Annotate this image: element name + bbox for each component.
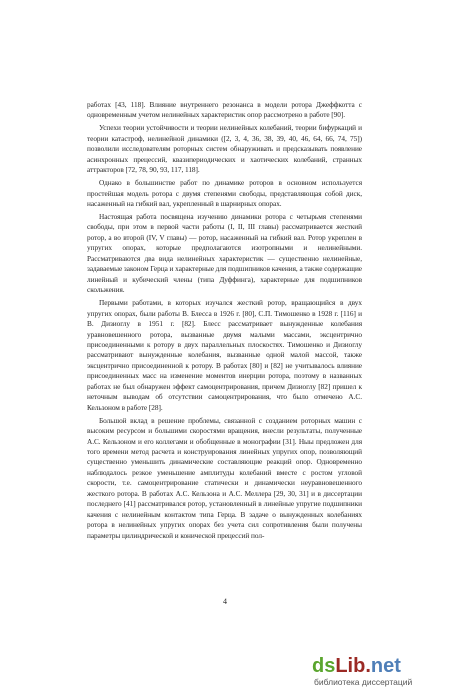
paragraph: Первыми работами, в которых изучался жесткий ротор, вращающийся в двух упругих опорах, были работы В. Блесса в 1926 г. [80], С.П. Тимошенко в 1928 г. [116] и В. Дизиоглу в 1951 г. [82]. Блесс рассматривает вынужденные колебания уравновешенного ротора, вызванные двумя малыми массами, эксцентрично присоединенными к ротору в двух параллельных плоскостях. Тимошенко и Дизиоглу рассматривают вынужденные колебания, вызванные одной малой массой, также эксцентрично присоединенной к ротору. В работах [80] и [82] не учитывалось влияние присоединенных масс на изменение моментов инерции ротора, поэтому в названных работах не был обнаружен эффект самоцентрирования, причем Дизиоглу [82] пришел к неточным выводам об отсутствии самоцентрирования, что было отмечено А.С. Кельзоном в работе [28]. [87,298,362,412]
paragraph: Успехи теории устойчивости и теории нелинейных колебаний, теории бифуркаций и теории катастроф, нелинейной динамики ([2, 3, 4, 36, 38, 39, 40, 46, 64, 66, 74, 75]) позволили исследователям роторных систем обнаруживать и предсказывать появление асинхронных прецессий, квазипериодических и хаотических колебаний, странных аттракторов [72, 78, 90, 93, 117, 118]. [87,123,362,175]
body-text [87,100,362,544]
wordmark-lib: Lib [335,655,366,677]
paragraph: Большой вклад в решение проблемы, связанной с созданием роторных машин с высоким ресурсом и большими скоростями вращения, внесли результаты, полученные А.С. Кельзоном и его коллегами и обобщенные в монографии [31]. Ныы предложен для того времени метод расчета и конструирования линейных упругих опор, позволяющий существенно уменьшить динамические составляющие реакций опор. Одновременно наблюдалось резкое уменьшение амплитуды колебаний вместе с ростом угловой скорости, т.е. самоцентрирование статически и динамически неуравновешенного жесткого ротора. В работах А.С. Кельзона и А.С. Меллера [29, 30, 31] и в диссертации последнего [41] рассматривался ротор, установленный в линейные упругие подшипники качения с нелинейным контактом типа Герца. В задаче о вынужденных колебаниях ротора в нелинейных упругих опорах без учета сил сопротивления были получены параметры цилиндрической и конической прецессий пол- [87,415,362,540]
page-number: 4 [223,597,227,606]
watermark-wordmark [312,654,401,678]
wordmark-net: net [370,655,401,677]
wordmark-dot: . [365,655,371,677]
watermark-tagline: библиотека диссертаций [314,677,413,687]
paragraph: Однако в большинстве работ по динамике роторов в основном используется простейшая модель ротора с двумя степенями свободы, представляющая собой диск, насаженный на гибкий вал, укрепленный в шарнирных опорах. [87,178,362,209]
watermark-logo [312,652,442,688]
paragraph: Настоящая работа посвящена изучению динамики ротора с четырьмя степенями свободы, при этом в первой части работы (I, II, III главы) рассматривается жесткий ротор, а во второй (IV, V главы) — ротор, насаженный на гибкий вал. Ротор укреплен в упругих опорах, которые предполагаются изотропными и нелинейными. Рассматриваются два вида нелинейных характеристик — существенно нелинейные, задаваемые законом Герца и характерные для подшипников качения, а также содержащие линейный и кубический члены (типа Дуффинга), характерные для подшипников скольжения. [87,212,362,295]
paragraph-continuation: работах [43, 118]. Влияние внутреннего резонанса в модели ротора Джеффкотта с одновременным учетом нелинейных характеристик опор рассмотрено в работе [90]. [87,100,362,120]
wordmark-ds: ds [312,655,336,677]
